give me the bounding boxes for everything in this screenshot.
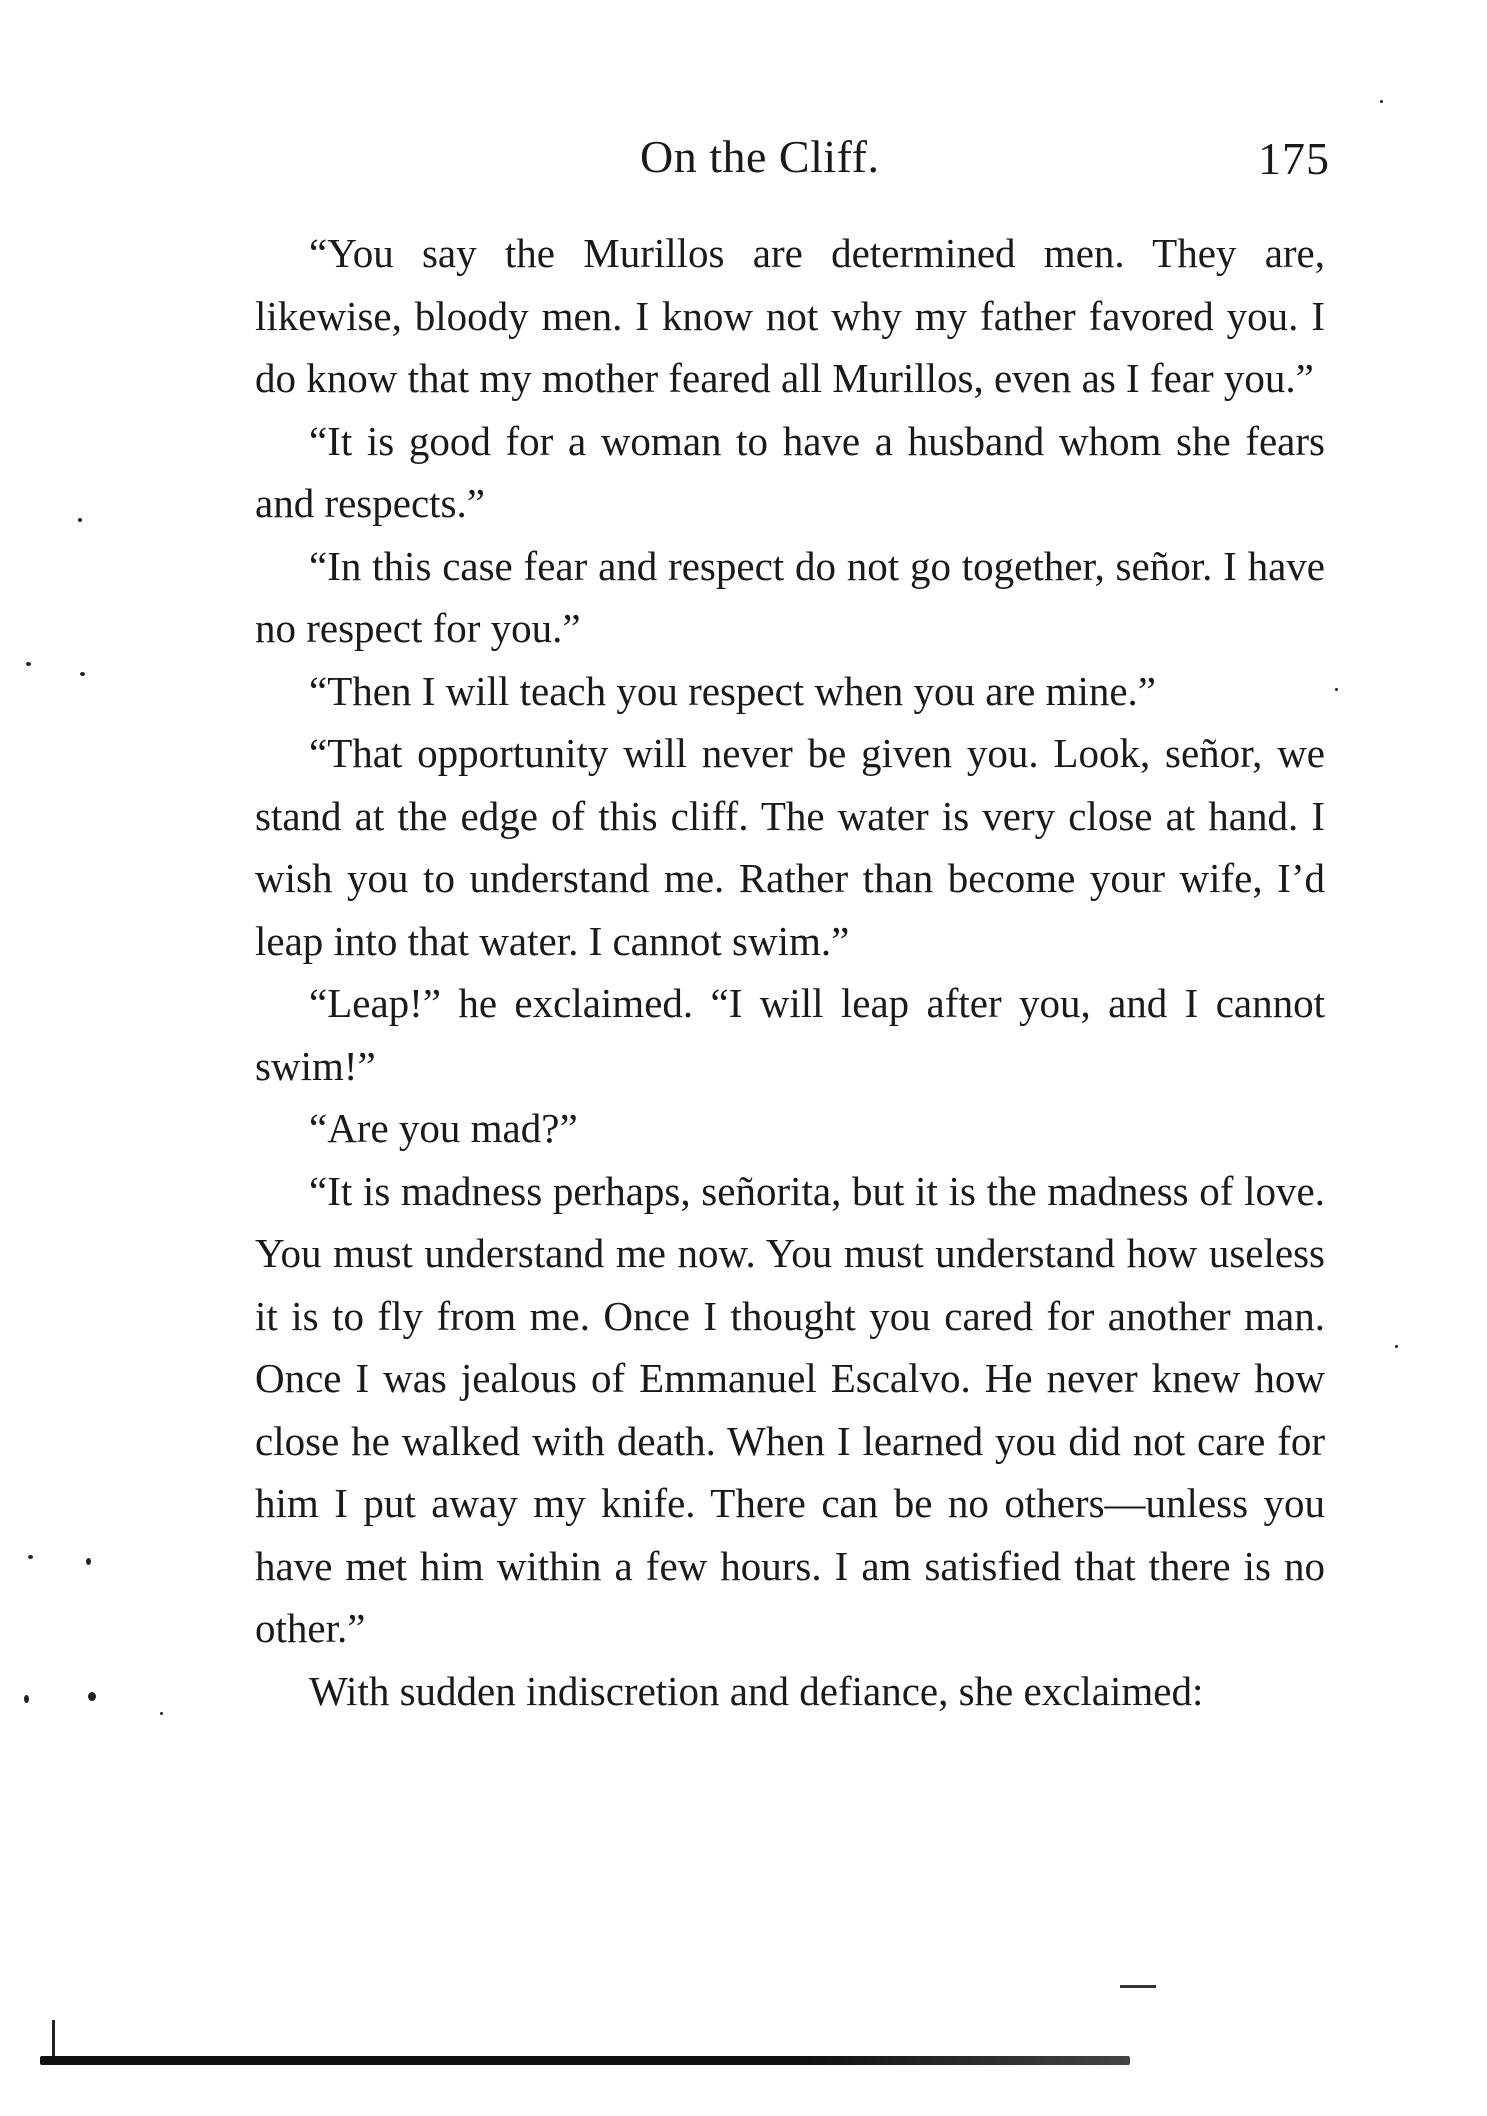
- scan-speck: [26, 662, 31, 666]
- scan-speck: [86, 1558, 91, 1565]
- printer-dash-mark: [1120, 1985, 1156, 1988]
- paragraph: “It is madness perhaps, señorita, but it is the madness of love. You must understand me now. You must understand how useless it is to fly from me. Once I thought you cared for another man. Once I was jealous of Emmanuel Escalvo. He never knew how close he walked with death. When I learned you did not care for him I put away my knife. There can be no others—unless you have met him within a few hours. I am satisfied that there is no other.”: [255, 1167, 1325, 1651]
- running-head: [255, 130, 1330, 190]
- scan-speck: [24, 1695, 29, 1703]
- paragraph: With sudden indiscretion and defiance, she exclaimed:: [309, 1667, 1204, 1714]
- page-number: 175: [1258, 133, 1330, 184]
- scan-speck: [78, 518, 82, 522]
- scan-speck: [1395, 1345, 1398, 1348]
- paragraph: “It is good for a woman to have a husband whom she fears and respects.”: [255, 417, 1325, 526]
- paragraph: “Are you mad?”: [309, 1105, 578, 1151]
- scan-speck: [80, 672, 85, 676]
- scan-speck: [160, 1712, 163, 1715]
- scan-speck: [28, 1555, 33, 1559]
- paragraph: “Then I will teach you respect when you are mine.”: [309, 667, 1156, 714]
- paragraph: “Leap!” he exclaimed. “I will leap after you, and I cannot swim!”: [255, 980, 1325, 1089]
- scan-speck: [88, 1692, 96, 1701]
- paragraph: “In this case fear and respect do not go together, señor. I have no respect for you.”: [255, 542, 1325, 651]
- paragraph: “You say the Murillos are determined men. They are, likewise, bloody men. I know not why my father favored you. I do know that my mother feared all Murillos, even as I fear you.”: [255, 230, 1325, 401]
- scan-speck: [1380, 100, 1383, 103]
- scan-edge-tick: [52, 2020, 55, 2056]
- body-text: [255, 222, 1325, 1722]
- scan-bottom-edge-rule: [40, 2056, 1130, 2065]
- running-title: On the Cliff.: [640, 131, 880, 182]
- paragraph: “That opportunity will never be given you. Look, señor, we stand at the edge of this cliff. The water is very close at hand. I wish you to understand me. Rather than become your wife, I’d leap into that water. I cannot swim.”: [255, 730, 1325, 964]
- scan-speck: [1335, 688, 1338, 691]
